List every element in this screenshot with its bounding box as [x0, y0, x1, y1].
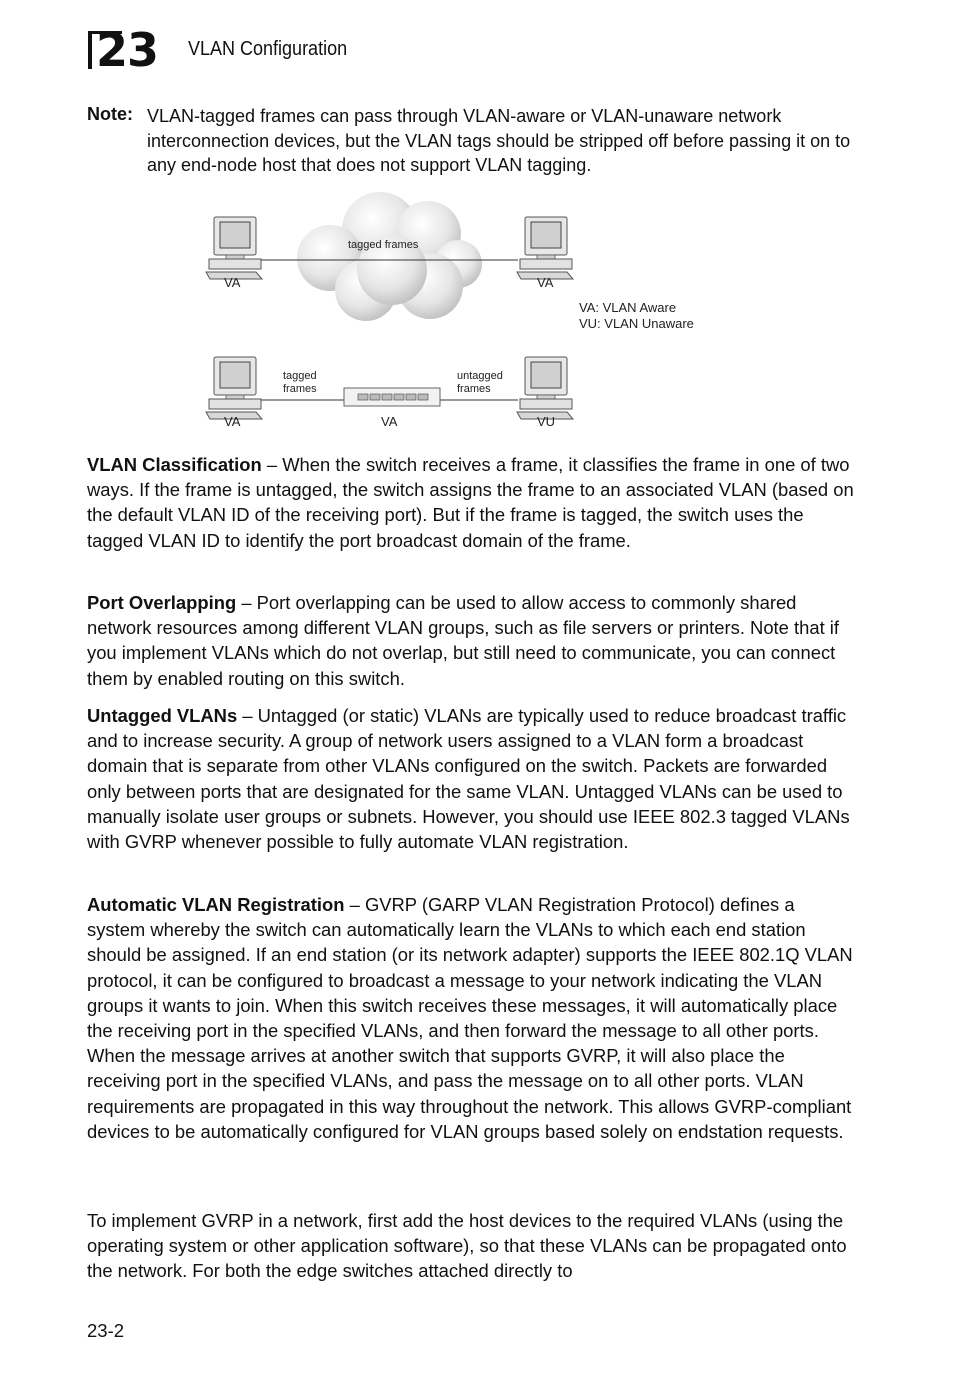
text-automatic-vlan-registration: – GVRP (GARP VLAN Registration Protocol) defines a system whereby the switch can automatically learn the VLANs to which each end station should be assigned. If an end station (or its network adapter) supports the IEEE 802.1Q VLAN protocol, it can be configured to broadcast a message to your network indicating the VLAN groups it wants to join. When this switch receives these messages, it will automatically place the receiving port in the specified VLANs, and then forward the message to all other ports. When the message arrives at another switch that supports GVRP, it will also place the receiving port in the specified VLANs, and pass the message on to all other ports. VLAN requirements are propagated in this way throughout the network. This allows GVRP-compliant devices to be automatically configured for VLAN groups based solely on endstation requests. [87, 894, 853, 1142]
cloud-label: tagged frames [348, 239, 419, 251]
heading-vlan-classification: VLAN Classification [87, 454, 262, 475]
paragraph-port-overlapping [87, 590, 857, 691]
legend-vlan-unaware: VU: VLAN Unaware [579, 316, 694, 331]
top-left-computer-icon [206, 217, 262, 279]
top-right-computer-icon [517, 217, 573, 279]
paragraph-automatic-vlan-registration [87, 892, 857, 1144]
bottom-left-caption-2: frames [283, 383, 317, 395]
chapter-number-box [88, 23, 166, 77]
heading-port-overlapping: Port Overlapping [87, 592, 237, 613]
paragraph-vlan-classification [87, 452, 857, 553]
bottom-left-caption-1: tagged [283, 370, 317, 382]
bottom-right-caption-2: frames [457, 383, 491, 395]
paragraph-untagged-vlans [87, 703, 857, 854]
note-text: VLAN-tagged frames can pass through VLAN-aware or VLAN-unaware network interconnection devices, but the VLAN tags should be stripped off before passing it on to any end-node host that does not support VLAN tagging. [147, 106, 851, 175]
top-right-label: VA [537, 275, 554, 290]
chapter-title: VLAN Configuration [188, 38, 348, 60]
legend-vlan-aware: VA: VLAN Aware [579, 300, 677, 315]
bottom-right-caption-1: untagged [457, 370, 503, 382]
text-untagged-vlans: – Untagged (or static) VLANs are typically used to reduce broadcast traffic and to increase security. A group of network users assigned to a VLAN form a broadcast domain that is separate from other VLANs configured on the switch. Packets are forwarded only between ports that are designated for the same VLAN. Untagged VLANs can be used to manually isolate user groups or subnets. However, you should use IEEE 802.3 tagged VLANs with GVRP whenever possible to fully automate VLAN registration. [87, 705, 850, 853]
chapter-number: 23 [96, 23, 159, 77]
chapter-box-bar [88, 31, 92, 69]
page-number: 23-2 [87, 1320, 125, 1341]
bottom-switch-label: VA [381, 414, 398, 429]
heading-automatic-vlan-registration: Automatic VLAN Registration [87, 894, 345, 915]
text-vlan-classification: – When the switch receives a frame, it classifies the frame in one of two ways. If the frame is untagged, the switch assigns the frame to an associated VLAN (based on the default VLAN ID of the receiving port). But if the frame is tagged, the switch uses the tagged VLAN ID to identify the port broadcast domain of the frame. [87, 454, 854, 551]
vlan-tagging-diagram [200, 190, 730, 440]
text-port-overlapping: – Port overlapping can be used to allow access to commonly shared network resources among different VLAN groups, such as file servers or printers. Note that if you implement VLANs which do not overlap, but still need to communicate, you can connect them by enabled routing on this switch. [87, 592, 839, 689]
note-label: Note: [87, 104, 133, 124]
network-cloud [297, 192, 482, 321]
heading-untagged-vlans: Untagged VLANs [87, 705, 238, 726]
switch-icon [344, 388, 440, 406]
bottom-right-computer-icon [517, 357, 573, 419]
bottom-right-label: VU [537, 414, 556, 429]
bottom-left-computer-icon [206, 357, 262, 419]
bottom-left-label: VA [224, 414, 241, 429]
top-left-label: VA [224, 275, 241, 290]
paragraph-implement-gvrp: To implement GVRP in a network, first add the host devices to the required VLANs (using the operating system or other application software), so that these VLANs can be propagated onto the network. For both the edge switches attached directly to [87, 1210, 847, 1282]
